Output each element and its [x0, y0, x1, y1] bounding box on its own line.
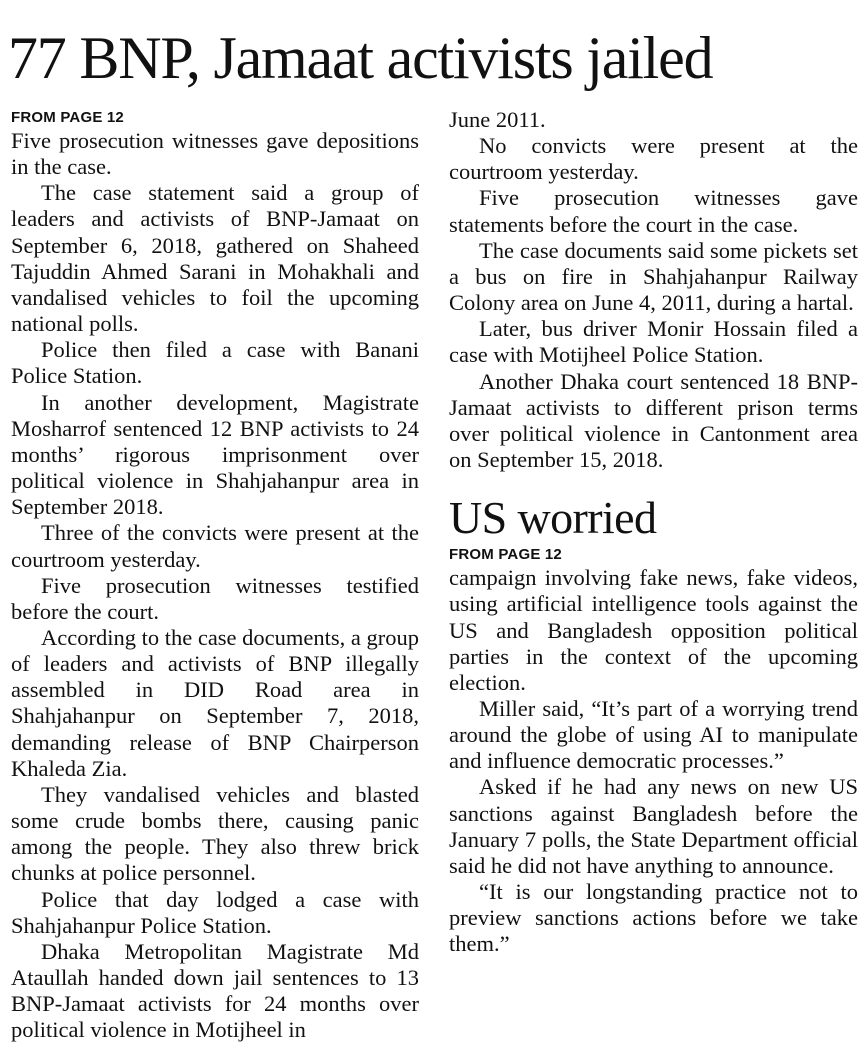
from-page-kicker: FROM PAGE 12 [449, 546, 562, 564]
article-paragraph: Three of the convicts were present at the courtroom yesterday. [11, 520, 419, 572]
article-paragraph: Police then filed a case with Banani Police Station. [11, 337, 419, 389]
article-paragraph: Asked if he had any news on new US sanctions against Bangladesh before the January 7 polls, the State Department official said he did not have anything to announce. [449, 774, 858, 878]
article-paragraph: Another Dhaka court sentenced 18 BNP-Jamaat activists to different prison terms over political violence in Cantonment area on September 15, 2018. [449, 368, 858, 473]
article-paragraph: The case statement said a group of leaders and activists of BNP-Jamaat on September 6, 2018, gathered on Shaheed Tajuddin Ahmed Sarani in Mohakhali and vandalised vehicles to foil the upcoming national polls. [11, 180, 419, 337]
article-paragraph: June 2011. [449, 107, 546, 132]
article-paragraph: “It is our longstanding practice not to preview sanctions actions before we take them.” [449, 879, 858, 957]
article-column-right [449, 107, 858, 958]
article-paragraph: Police that day lodged a case with Shahjahanpur Police Station. [11, 886, 419, 938]
from-page-kicker: FROM PAGE 12 [11, 109, 124, 126]
article-column-left [11, 107, 419, 1043]
article-paragraph: Five prosecution witnesses gave statements before the court in the case. [449, 185, 858, 237]
article-paragraph: campaign involving fake news, fake videos, using artificial intelligence tools against the US and Bangladesh opposition political parties in the context of the upcoming election. [449, 565, 858, 695]
article-paragraph: Miller said, “It’s part of a worrying trend around the globe of using AI to manipulate and influence democratic processes.” [449, 695, 858, 774]
article-paragraph: No convicts were present at the courtroom yesterday. [449, 133, 858, 185]
article-paragraph: Five prosecution witnesses gave depositions in the case. [11, 128, 419, 180]
article-paragraph: Later, bus driver Monir Hossain filed a case with Motijheel Police Station. [449, 316, 858, 368]
article-paragraph: The case documents said some pickets set a bus on fire in Shahjahanpur Railway Colony area on June 4, 2011, during a hartal. [449, 237, 858, 316]
subheadline: US worried [449, 492, 657, 544]
article-paragraph: According to the case documents, a group of leaders and activists of BNP illegally assembled in DID Road area in Shahjahanpur on September 7, 2018, demanding release of BNP Chairperson Khaleda Zia. [11, 624, 420, 781]
article-paragraph: Five prosecution witnesses testified before the court. [11, 572, 419, 624]
article-paragraph: Dhaka Metropolitan Magistrate Md Ataullah handed down jail sentences to 13 BNP-Jamaat activists for 24 months over political violence in Motijheel in [11, 938, 419, 1043]
headline: 77 BNP, Jamaat activists jailed [8, 25, 713, 91]
article-paragraph: In another development, Magistrate Mosharrof sentenced 12 BNP activists to 24 months’ rigorous imprisonment over political violence in Shahjahanpur area in September 2018. [11, 389, 419, 520]
article-paragraph: They vandalised vehicles and blasted some crude bombs there, causing panic among the people. They also threw brick chunks at police personnel. [11, 781, 419, 886]
